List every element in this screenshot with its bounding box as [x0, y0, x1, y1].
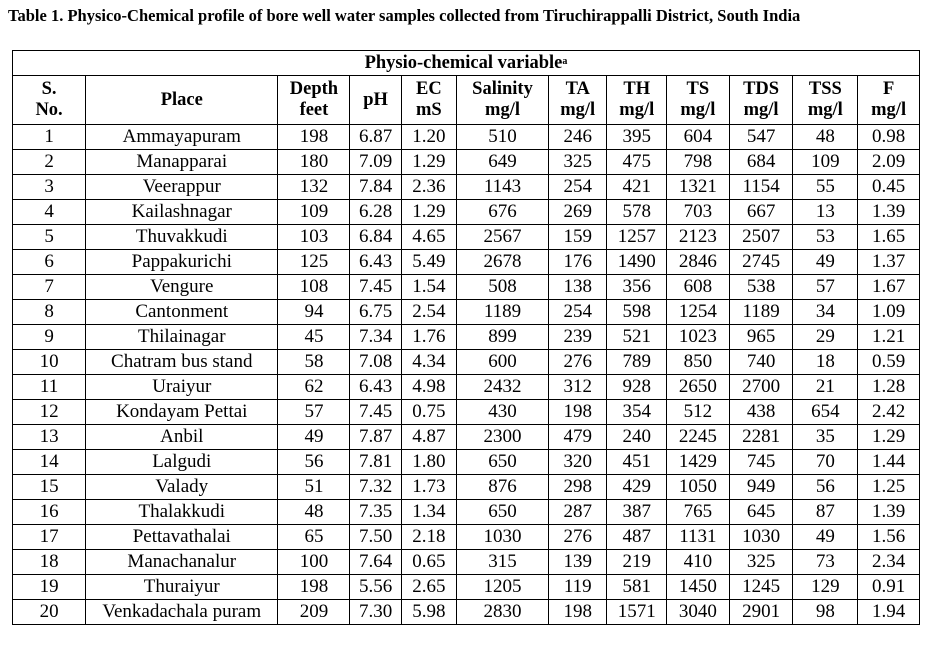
table-cell: 325 — [729, 550, 793, 575]
table-cell: 9 — [13, 325, 86, 350]
table-cell: 512 — [667, 400, 730, 425]
table-cell: 45 — [278, 325, 350, 350]
table-cell: 320 — [548, 450, 607, 475]
table-cell: Cantonment — [86, 300, 278, 325]
table-cell: 4.65 — [401, 225, 456, 250]
column-header — [667, 76, 730, 125]
column-header-line1: TA — [565, 79, 590, 99]
column-header-line1: Place — [160, 89, 203, 110]
table-cell: 684 — [729, 150, 793, 175]
table-cell: Pettavathalai — [86, 525, 278, 550]
table-cell: 1.80 — [401, 450, 456, 475]
table-cell: 19 — [13, 575, 86, 600]
table-cell: 1030 — [729, 525, 793, 550]
table-cell: 138 — [548, 275, 607, 300]
table-cell: 12 — [13, 400, 86, 425]
table-cell: 6.28 — [350, 200, 401, 225]
table-cell: 6.84 — [350, 225, 401, 250]
table-cell: 429 — [607, 475, 667, 500]
column-header-line2: mg/l — [560, 100, 596, 120]
table-cell: 13 — [793, 200, 858, 225]
table-cell: 7.35 — [350, 500, 401, 525]
table-cell: 7.64 — [350, 550, 401, 575]
table-cell: 55 — [793, 175, 858, 200]
table-cell: 15 — [13, 475, 86, 500]
table-cell: 7.32 — [350, 475, 401, 500]
table-cell: 109 — [793, 150, 858, 175]
table-row — [13, 350, 920, 375]
table-cell: 6.43 — [350, 250, 401, 275]
table-cell: 5.56 — [350, 575, 401, 600]
table-cell: 521 — [607, 325, 667, 350]
table-cell: 2245 — [667, 425, 730, 450]
column-header — [350, 76, 401, 125]
table-cell: 49 — [793, 250, 858, 275]
table-cell: 600 — [457, 350, 549, 375]
table-cell: 176 — [548, 250, 607, 275]
table-cell: 0.59 — [858, 350, 920, 375]
group-header: Physio-chemical variable$^a$ — [13, 51, 920, 76]
column-header — [729, 76, 793, 125]
table-cell: 650 — [457, 450, 549, 475]
table-cell: 7.81 — [350, 450, 401, 475]
table-cell: 7.87 — [350, 425, 401, 450]
table-cell: 94 — [278, 300, 350, 325]
table-cell: 276 — [548, 350, 607, 375]
table-row — [13, 275, 920, 300]
table-cell: 354 — [607, 400, 667, 425]
table-cell: 1490 — [607, 250, 667, 275]
table-cell: 1.28 — [858, 375, 920, 400]
table-cell: 49 — [278, 425, 350, 450]
table-cell: 29 — [793, 325, 858, 350]
table-cell: 17 — [13, 525, 86, 550]
column-header — [86, 76, 278, 125]
column-header-line1: TSS — [808, 79, 842, 99]
table-cell: 2.65 — [401, 575, 456, 600]
table-row — [13, 575, 920, 600]
column-header-line1: F — [882, 79, 895, 99]
column-header-line2: feet — [299, 100, 329, 120]
table-cell: 2.18 — [401, 525, 456, 550]
table-cell: Thilainagar — [86, 325, 278, 350]
table-cell: Manapparai — [86, 150, 278, 175]
table-cell: 395 — [607, 125, 667, 150]
table-cell: Ammayapuram — [86, 125, 278, 150]
column-header — [278, 76, 350, 125]
table-cell: 312 — [548, 375, 607, 400]
table-cell: 180 — [278, 150, 350, 175]
table-cell: 139 — [548, 550, 607, 575]
table-cell: 20 — [13, 600, 86, 625]
table-cell: 798 — [667, 150, 730, 175]
table-cell: 119 — [548, 575, 607, 600]
table-cell: 58 — [278, 350, 350, 375]
table-cell: 356 — [607, 275, 667, 300]
table-cell: 18 — [13, 550, 86, 575]
table-cell: Kondayam Pettai — [86, 400, 278, 425]
table-cell: 1.54 — [401, 275, 456, 300]
table-cell: 7.45 — [350, 275, 401, 300]
table-cell: 1.34 — [401, 500, 456, 525]
table-cell: 73 — [793, 550, 858, 575]
table-cell: 8 — [13, 300, 86, 325]
table-cell: 51 — [278, 475, 350, 500]
column-header — [548, 76, 607, 125]
table-cell: 1429 — [667, 450, 730, 475]
column-header-line1: Salinity — [472, 79, 533, 99]
table-cell: 6.87 — [350, 125, 401, 150]
table-cell: 2.09 — [858, 150, 920, 175]
table-cell: 1571 — [607, 600, 667, 625]
table-cell: 1189 — [457, 300, 549, 325]
column-header-line2: mg/l — [871, 100, 907, 120]
column-header — [457, 76, 549, 125]
table-cell: 6.75 — [350, 300, 401, 325]
table-cell: 2700 — [729, 375, 793, 400]
table-cell: 1.39 — [858, 200, 920, 225]
table-cell: 1257 — [607, 225, 667, 250]
table-cell: 18 — [793, 350, 858, 375]
table-cell: 7.30 — [350, 600, 401, 625]
table-cell: 56 — [278, 450, 350, 475]
table-cell: 10 — [13, 350, 86, 375]
table-cell: 0.65 — [401, 550, 456, 575]
table-cell: 703 — [667, 200, 730, 225]
table-row — [13, 325, 920, 350]
table-cell: 1 — [13, 125, 86, 150]
table-cell: 649 — [457, 150, 549, 175]
table-cell: 3 — [13, 175, 86, 200]
table-cell: 2300 — [457, 425, 549, 450]
column-header — [401, 76, 456, 125]
table-cell: 1.37 — [858, 250, 920, 275]
table-cell: 876 — [457, 475, 549, 500]
table-cell: 4.87 — [401, 425, 456, 450]
column-header — [858, 76, 920, 125]
table-cell: 387 — [607, 500, 667, 525]
table-cell: 899 — [457, 325, 549, 350]
table-body — [13, 125, 920, 625]
table-cell: 676 — [457, 200, 549, 225]
table-row — [13, 425, 920, 450]
column-header-line2: mg/l — [485, 100, 520, 120]
table-cell: 65 — [278, 525, 350, 550]
table-cell: 2123 — [667, 225, 730, 250]
table-cell: 4.98 — [401, 375, 456, 400]
table-cell: 49 — [793, 525, 858, 550]
table-cell: Venkadachala puram — [86, 600, 278, 625]
table-cell: 276 — [548, 525, 607, 550]
table-cell: 2.34 — [858, 550, 920, 575]
column-header-line1: TH — [623, 79, 651, 99]
table-cell: 1205 — [457, 575, 549, 600]
table-cell: 254 — [548, 175, 607, 200]
column-header-line2: mg/l — [619, 100, 655, 120]
table-cell: 5.49 — [401, 250, 456, 275]
table-cell: 2846 — [667, 250, 730, 275]
table-cell: 21 — [793, 375, 858, 400]
table-cell: 1.39 — [858, 500, 920, 525]
column-header-line1: EC — [416, 79, 442, 99]
table-cell: 2678 — [457, 250, 549, 275]
table-cell: 1189 — [729, 300, 793, 325]
table-cell: 928 — [607, 375, 667, 400]
table-cell: 16 — [13, 500, 86, 525]
table-cell: 2432 — [457, 375, 549, 400]
table-cell: Thuvakkudi — [86, 225, 278, 250]
table-cell: 604 — [667, 125, 730, 150]
table-cell: 598 — [607, 300, 667, 325]
table-cell: Anbil — [86, 425, 278, 450]
column-header-line1: TDS — [743, 79, 780, 99]
table-cell: 2507 — [729, 225, 793, 250]
column-header-line2: mg/l — [743, 100, 779, 120]
table-cell: 6 — [13, 250, 86, 275]
table-cell: Chatram bus stand — [86, 350, 278, 375]
table-cell: 1245 — [729, 575, 793, 600]
table-cell: 581 — [607, 575, 667, 600]
table-cell: 2830 — [457, 600, 549, 625]
table-row — [13, 300, 920, 325]
table-cell: 410 — [667, 550, 730, 575]
table-cell: 48 — [278, 500, 350, 525]
table-cell: 1.67 — [858, 275, 920, 300]
table-cell: 547 — [729, 125, 793, 150]
table-cell: 57 — [278, 400, 350, 425]
table-cell: 1.65 — [858, 225, 920, 250]
table-cell: Valady — [86, 475, 278, 500]
table-cell: 487 — [607, 525, 667, 550]
table-cell: 1.44 — [858, 450, 920, 475]
table-cell: Uraiyur — [86, 375, 278, 400]
table-cell: 2745 — [729, 250, 793, 275]
table-cell: 13 — [13, 425, 86, 450]
column-header-line1: TS — [686, 79, 710, 99]
table-cell: 2.42 — [858, 400, 920, 425]
table-row — [13, 200, 920, 225]
table-row — [13, 175, 920, 200]
table-cell: 7 — [13, 275, 86, 300]
table-cell: 70 — [793, 450, 858, 475]
table-cell: 103 — [278, 225, 350, 250]
table-cell: 1.76 — [401, 325, 456, 350]
table-cell: 1143 — [457, 175, 549, 200]
table-cell: 109 — [278, 200, 350, 225]
table-cell: 325 — [548, 150, 607, 175]
table-cell: 667 — [729, 200, 793, 225]
table-row — [13, 450, 920, 475]
table-cell: 654 — [793, 400, 858, 425]
table-cell: 1.09 — [858, 300, 920, 325]
table-row — [13, 225, 920, 250]
table-cell: 0.98 — [858, 125, 920, 150]
table-row — [13, 525, 920, 550]
table-cell: 538 — [729, 275, 793, 300]
table-cell: Kailashnagar — [86, 200, 278, 225]
table-cell: 1.94 — [858, 600, 920, 625]
table-cell: 438 — [729, 400, 793, 425]
table-cell: 0.75 — [401, 400, 456, 425]
table-cell: 132 — [278, 175, 350, 200]
table-cell: 53 — [793, 225, 858, 250]
column-header-line2: No. — [35, 100, 63, 120]
table-cell: 765 — [667, 500, 730, 525]
table-cell: 1.29 — [401, 200, 456, 225]
table-row — [13, 400, 920, 425]
table-cell: 850 — [667, 350, 730, 375]
table-cell: 1.25 — [858, 475, 920, 500]
table-cell: 48 — [793, 125, 858, 150]
table-row — [13, 150, 920, 175]
table-cell: 789 — [607, 350, 667, 375]
table-cell: 6.43 — [350, 375, 401, 400]
table-cell: 240 — [607, 425, 667, 450]
table-cell: 98 — [793, 600, 858, 625]
table-cell: 11 — [13, 375, 86, 400]
table-cell: 254 — [548, 300, 607, 325]
column-header — [607, 76, 667, 125]
table-cell: 5 — [13, 225, 86, 250]
table-cell: 315 — [457, 550, 549, 575]
table-cell: 430 — [457, 400, 549, 425]
table-cell: 198 — [548, 600, 607, 625]
table-cell: 3040 — [667, 600, 730, 625]
table-cell: 219 — [607, 550, 667, 575]
table-cell: 14 — [13, 450, 86, 475]
table-row — [13, 475, 920, 500]
table-cell: 2901 — [729, 600, 793, 625]
table-row — [13, 600, 920, 625]
table-cell: Manachanalur — [86, 550, 278, 575]
table-cell: 287 — [548, 500, 607, 525]
table-cell: 7.45 — [350, 400, 401, 425]
table-cell: 949 — [729, 475, 793, 500]
column-header — [13, 76, 86, 125]
table-cell: 578 — [607, 200, 667, 225]
table-cell: 34 — [793, 300, 858, 325]
table-cell: 4 — [13, 200, 86, 225]
column-header-line1: S. — [41, 79, 57, 99]
table-cell: 125 — [278, 250, 350, 275]
table-cell: 740 — [729, 350, 793, 375]
table-cell: 159 — [548, 225, 607, 250]
table-cell: 2281 — [729, 425, 793, 450]
column-header-line1: pH — [363, 89, 388, 110]
table-cell: 7.09 — [350, 150, 401, 175]
table-cell: 1450 — [667, 575, 730, 600]
table-cell: Thalakkudi — [86, 500, 278, 525]
column-header-line2: mg/l — [680, 100, 716, 120]
table-row — [13, 500, 920, 525]
table-cell: 246 — [548, 125, 607, 150]
table-row — [13, 125, 920, 150]
table-cell: 298 — [548, 475, 607, 500]
table-cell: 965 — [729, 325, 793, 350]
column-header-row — [13, 76, 920, 125]
table-cell: Pappakurichi — [86, 250, 278, 275]
table-cell: 209 — [278, 600, 350, 625]
table-cell: 1131 — [667, 525, 730, 550]
table-cell: 510 — [457, 125, 549, 150]
table-cell: 2650 — [667, 375, 730, 400]
table-cell: 508 — [457, 275, 549, 300]
table-cell: 1023 — [667, 325, 730, 350]
table-cell: 5.98 — [401, 600, 456, 625]
table-cell: 745 — [729, 450, 793, 475]
table-cell: 87 — [793, 500, 858, 525]
table-cell: 1254 — [667, 300, 730, 325]
table-cell: 0.91 — [858, 575, 920, 600]
table-cell: Vengure — [86, 275, 278, 300]
table-cell: 2.36 — [401, 175, 456, 200]
column-header — [793, 76, 858, 125]
table-cell: 57 — [793, 275, 858, 300]
table-cell: 62 — [278, 375, 350, 400]
table-cell: 1050 — [667, 475, 730, 500]
table-cell: 198 — [548, 400, 607, 425]
table-cell: 0.45 — [858, 175, 920, 200]
table-cell: 1154 — [729, 175, 793, 200]
table-cell: 1.20 — [401, 125, 456, 150]
table-cell: 198 — [278, 575, 350, 600]
table-row — [13, 550, 920, 575]
table-cell: 475 — [607, 150, 667, 175]
table-cell: 2.54 — [401, 300, 456, 325]
table-cell: 35 — [793, 425, 858, 450]
column-header-line2: mg/l — [807, 100, 843, 120]
table-cell: 7.08 — [350, 350, 401, 375]
table-cell: 2567 — [457, 225, 549, 250]
table-cell: 1.56 — [858, 525, 920, 550]
table-cell: 479 — [548, 425, 607, 450]
table-cell: 451 — [607, 450, 667, 475]
table-row — [13, 375, 920, 400]
table-cell: Lalgudi — [86, 450, 278, 475]
table-cell: 421 — [607, 175, 667, 200]
column-header-line1: Depth — [289, 79, 339, 99]
table-row — [13, 250, 920, 275]
table-cell: Thuraiyur — [86, 575, 278, 600]
table-cell: 1.73 — [401, 475, 456, 500]
table-cell: 108 — [278, 275, 350, 300]
table-cell: 650 — [457, 500, 549, 525]
table-cell: 100 — [278, 550, 350, 575]
table-cell: 129 — [793, 575, 858, 600]
table-cell: 269 — [548, 200, 607, 225]
table-cell: 1321 — [667, 175, 730, 200]
table-cell: 1030 — [457, 525, 549, 550]
table-cell: 4.34 — [401, 350, 456, 375]
table-cell: 7.50 — [350, 525, 401, 550]
table-caption: Table 1. Physico-Chemical profile of bore well water samples collected from Tiruchirappalli District, South India — [8, 6, 801, 25]
table-cell: 1.21 — [858, 325, 920, 350]
table-cell: 56 — [793, 475, 858, 500]
water-quality-table — [12, 50, 920, 625]
column-header-line2: mS — [416, 100, 442, 120]
table-cell: 608 — [667, 275, 730, 300]
table-cell: 2 — [13, 150, 86, 175]
table-cell: 7.34 — [350, 325, 401, 350]
table-cell: 239 — [548, 325, 607, 350]
table-cell: 1.29 — [401, 150, 456, 175]
table-cell: 1.29 — [858, 425, 920, 450]
table-cell: 7.84 — [350, 175, 401, 200]
table-cell: Veerappur — [86, 175, 278, 200]
table-cell: 645 — [729, 500, 793, 525]
table-cell: 198 — [278, 125, 350, 150]
